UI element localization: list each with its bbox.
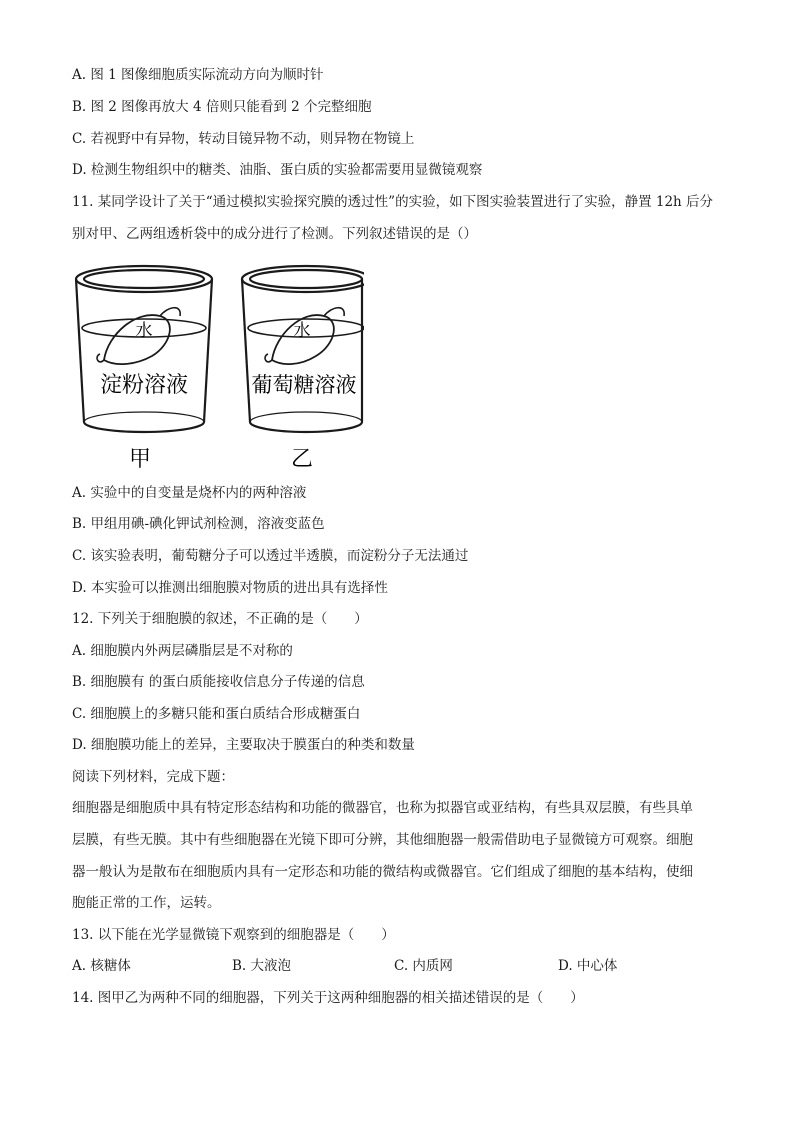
q13-option-a: A. 核糖体 xyxy=(72,958,131,974)
beaker-jia-caption: 甲 xyxy=(128,447,152,472)
q11-option-a: A. 实验中的自变量是烧杯内的两种溶液 xyxy=(72,485,307,501)
beaker-yi-caption: 乙 xyxy=(290,447,314,472)
q12-option-a: A. 细胞膜内外两层磷脂层是不对称的 xyxy=(72,643,293,659)
q12-option-c: C. 细胞膜上的多糖只能和蛋白质结合形成糖蛋白 xyxy=(72,706,361,722)
q13-option-d: D. 中心体 xyxy=(558,958,618,974)
reading-line-1: 细胞器是细胞质中具有特定形态结构和功能的微器官，也称为拟器官或亚结构，有些具双层膜，有些具单 xyxy=(72,800,693,816)
q10-option-c: C. 若视野中有异物，转动目镜异物不动，则异物在物镜上 xyxy=(72,131,415,147)
beakers-diagram xyxy=(64,254,364,474)
dialysis-experiment-figure xyxy=(64,254,364,474)
q12-stem: 12. 下列关于细胞膜的叙述，不正确的是（ ） xyxy=(72,611,368,627)
q13-option-c: C. 内质网 xyxy=(394,958,453,974)
beaker-jia-bag-label: 水 xyxy=(135,321,153,341)
beaker-jia-solution-label: 淀粉溶液 xyxy=(99,373,189,398)
beaker-yi-bag-label: 水 xyxy=(293,321,311,341)
q10-option-b: B. 图 2 图像再放大 4 倍则只能看到 2 个完整细胞 xyxy=(72,99,372,115)
beaker-jia xyxy=(76,266,212,432)
reading-line-2: 层膜，有些无膜。其中有些细胞器在光镜下即可分辨，其他细胞器一般需借助电子显微镜方可观察。细胞 xyxy=(72,832,693,848)
reading-intro: 阅读下列材料，完成下题： xyxy=(72,769,234,785)
q11-option-b: B. 甲组用碘-碘化钾试剂检测，溶液变蓝色 xyxy=(72,516,325,532)
q12-option-d: D. 细胞膜功能上的差异，主要取决于膜蛋白的种类和数量 xyxy=(72,737,415,753)
q10-option-d: D. 检测生物组织中的糖类、油脂、蛋白质的实验都需要用显微镜观察 xyxy=(72,162,483,178)
q10-option-a: A. 图 1 图像细胞质实际流动方向为顺时针 xyxy=(72,67,324,83)
q11-option-d: D. 本实验可以推测出细胞膜对物质的进出具有选择性 xyxy=(72,580,388,596)
q12-option-b: B. 细胞膜有 的蛋白质能接收信息分子传递的信息 xyxy=(72,674,365,690)
q13-stem: 13. 以下能在光学显微镜下观察到的细胞器是（ ） xyxy=(72,927,395,943)
q11-stem-line1: 11. 某同学设计了关于“通过模拟实验探究膜的透过性”的实验，如下图实验装置进行了实验，静置 12h 后分 xyxy=(72,194,714,210)
beaker-yi-solution-label: 葡萄糖溶液 xyxy=(251,373,357,397)
reading-line-3: 器一般认为是散布在细胞质内具有一定形态和功能的微结构或微器官。它们组成了细胞的基本结构，使细 xyxy=(72,864,693,880)
q13-option-b: B. 大液泡 xyxy=(232,958,292,974)
q11-option-c: C. 该实验表明，葡萄糖分子可以透过半透膜，而淀粉分子无法通过 xyxy=(72,548,469,564)
q11-stem-line2: 别对甲、乙两组透析袋中的成分进行了检测。下列叙述错误的是（） xyxy=(72,226,477,242)
reading-line-4: 胞能正常的工作，运转。 xyxy=(72,895,221,911)
beaker-yi xyxy=(242,266,364,432)
q14-stem: 14. 图甲乙为两种不同的细胞器，下列关于这两种细胞器的相关描述错误的是（ ） xyxy=(72,990,584,1006)
